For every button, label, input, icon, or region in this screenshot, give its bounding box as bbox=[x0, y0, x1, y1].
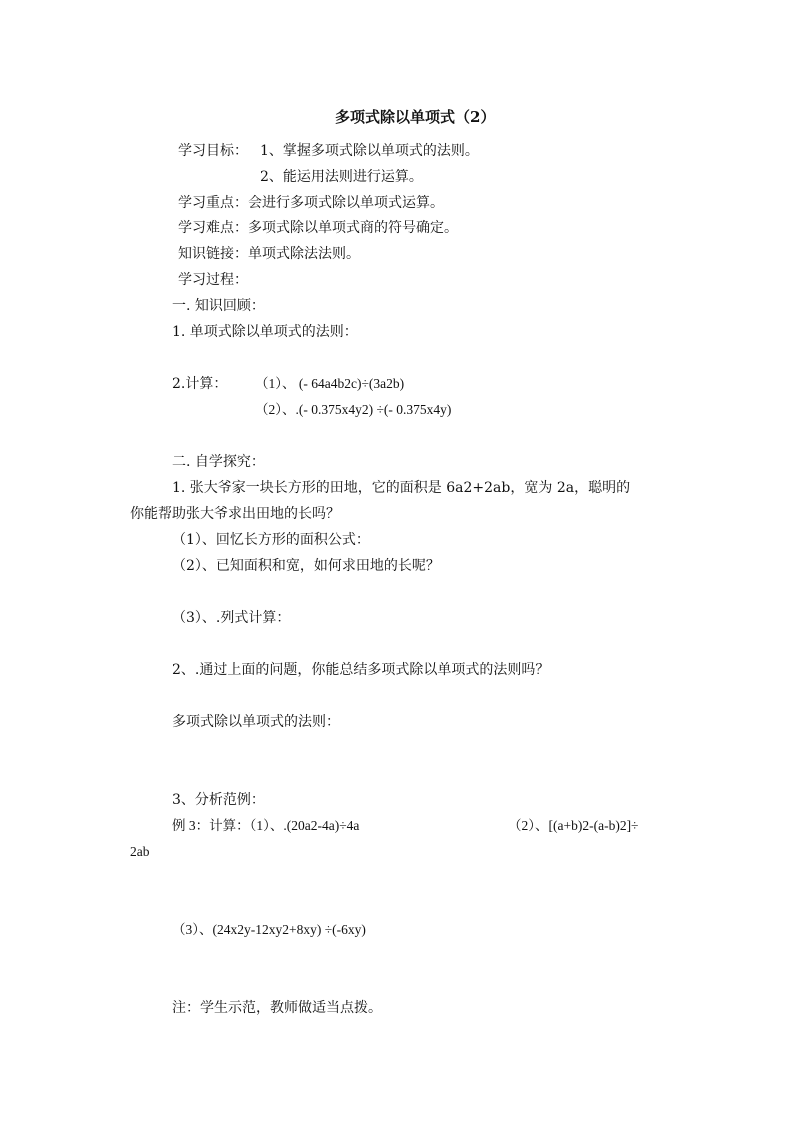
sub-question-3: （3）、.列式计算： bbox=[172, 610, 291, 626]
goal-1: 1、掌握多项式除以单项式的法则。 bbox=[260, 143, 479, 159]
problem1-line1: 1. 张大爷家一块长方形的田地，它的面积是 6a2+2ab，宽为 2a，聪明的 bbox=[172, 480, 631, 496]
example-item-2: （2）、[(a+b)2-(a-b)2]÷ bbox=[508, 818, 639, 833]
sub-question-1: （1）、回忆长方形的面积公式： bbox=[172, 532, 370, 548]
key-point: 学习重点：会进行多项式除以单项式运算。 bbox=[178, 195, 444, 211]
goal-2: 2、能运用法则进行运算。 bbox=[260, 169, 423, 185]
example-item-3: （3）、(24x2y-12xy2+8xy) ÷(-6xy) bbox=[172, 922, 366, 937]
goal-label: 学习目标： bbox=[178, 143, 248, 159]
knowledge-link: 知识链接：单项式除法法则。 bbox=[178, 246, 360, 262]
calc-label: 2.计算： bbox=[172, 376, 228, 392]
difficulty: 学习难点：多项式除以单项式商的符号确定。 bbox=[178, 220, 458, 236]
calc-item-2: （2）、.(- 0.375x4y2) ÷(- 0.375x4y) bbox=[255, 402, 452, 417]
section1-heading: 一. 知识回顾： bbox=[172, 298, 265, 314]
sub-question-2: （2）、已知面积和宽，如何求田地的长呢？ bbox=[172, 558, 440, 574]
example-item-2-continued: 2ab bbox=[130, 844, 150, 859]
section2-heading: 二. 自学探究： bbox=[172, 454, 265, 470]
problem3: 3、分析范例： bbox=[172, 792, 265, 808]
teacher-note: 注：学生示范，教师做适当点拨。 bbox=[172, 1000, 382, 1016]
problem2: 2、.通过上面的问题，你能总结多项式除以单项式的法则吗？ bbox=[172, 662, 550, 678]
page-title: 多项式除以单项式（2） bbox=[335, 108, 496, 126]
problem1-line2: 你能帮助张大爷求出田地的长吗？ bbox=[130, 506, 340, 522]
rule-label: 多项式除以单项式的法则： bbox=[172, 714, 340, 730]
process-label: 学习过程： bbox=[178, 272, 248, 288]
review-question-1: 1. 单项式除以单项式的法则： bbox=[172, 324, 358, 340]
calc-item-1: （1）、 (- 64a4b2c)÷(3a2b) bbox=[255, 376, 405, 391]
example-item-1: 例 3：计算：（1）、.(20a2-4a)÷4a bbox=[172, 818, 360, 833]
